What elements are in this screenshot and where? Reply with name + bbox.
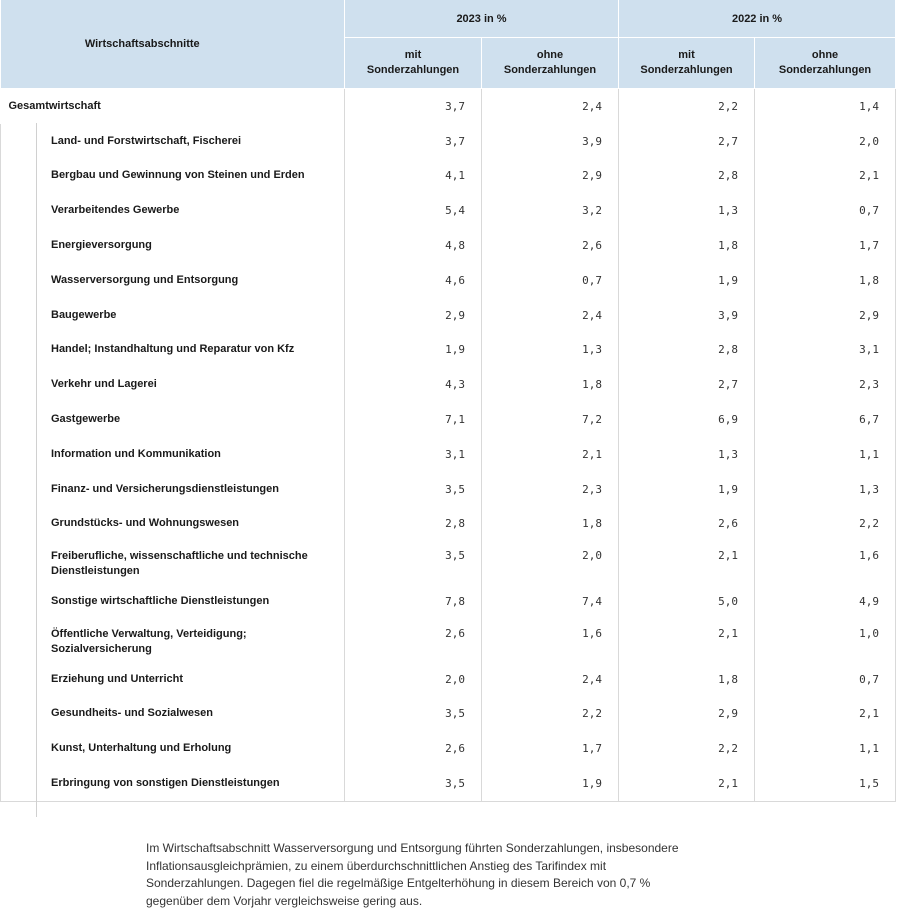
value-2022-with: 2,7: [619, 124, 755, 159]
sector-name: Verkehr und Lagerei: [1, 367, 345, 402]
value-2022-without: 2,3: [755, 367, 896, 402]
table-row: [1, 124, 896, 159]
table-row: [1, 367, 896, 402]
sector-column-header: Wirtschaftsabschnitte: [1, 0, 345, 89]
value-2023-without: 2,2: [482, 697, 619, 732]
value-2022-with: 2,6: [619, 507, 755, 542]
value-2022-without: 1,6: [755, 541, 896, 584]
sector-name: Sonstige wirtschaftliche Dienstleistungen: [1, 584, 345, 619]
value-2022-with: 2,7: [619, 367, 755, 402]
footnote-text: Im Wirtschaftsabschnitt Wasserversorgung und Entsorgung führten Sonderzahlungen, insbesondere Inflationsausgleichprämien, zu einem überdurchschnittlichen Anstieg des Tarifindex mit Sonderzahlungen. Dagegen fiel die regelmäßige Entgelterhöhung in diesem Bereich von 0,7 % gegenüber dem Vorjahr vergleichsweise gering aus.: [146, 841, 679, 908]
value-2022-with: 1,9: [619, 263, 755, 298]
table-row: [1, 437, 896, 472]
year-2022-header: 2022 in %: [619, 0, 896, 38]
value-2023-without: 2,4: [482, 662, 619, 697]
value-2022-with: 1,9: [619, 472, 755, 507]
value-2023-without: 3,9: [482, 124, 619, 159]
value-2022-with: 2,1: [619, 619, 755, 662]
table-header: [1, 0, 896, 89]
value-2023-with: 3,5: [345, 766, 482, 801]
value-2023-with: 4,1: [345, 159, 482, 194]
table-row: [1, 228, 896, 263]
table-row: [1, 298, 896, 333]
value-2023-without: 0,7: [482, 263, 619, 298]
value-2023-with: 7,1: [345, 402, 482, 437]
sector-name: Information und Kommunikation: [1, 437, 345, 472]
sector-name: Gastgewerbe: [1, 402, 345, 437]
value-2023-with: 3,5: [345, 541, 482, 584]
table-row: [1, 402, 896, 437]
value-2023-with: 3,7: [345, 124, 482, 159]
value-2023-without: 7,4: [482, 584, 619, 619]
value-2023-with: 3,5: [345, 472, 482, 507]
sector-name: Finanz- und Versicherungsdienstleistungen: [1, 472, 345, 507]
value-2023-without: 2,1: [482, 437, 619, 472]
value-2022-with: 2,8: [619, 159, 755, 194]
value-2022-without: 1,0: [755, 619, 896, 662]
value-2022-without: 2,1: [755, 159, 896, 194]
value-2023-with: 1,9: [345, 333, 482, 368]
table-row: [1, 472, 896, 507]
sector-name: Öffentliche Verwaltung, Verteidigung; Sozialversicherung: [1, 619, 345, 662]
sector-name: Erbringung von sonstigen Dienstleistungen: [1, 766, 345, 801]
value-2023-without: 2,4: [482, 89, 619, 124]
value-2022-without: 1,1: [755, 437, 896, 472]
table-row: [1, 584, 896, 619]
table-row: [1, 541, 896, 584]
value-2023-with: 4,8: [345, 228, 482, 263]
value-2023-with: 2,6: [345, 731, 482, 766]
value-2023-without: 1,8: [482, 507, 619, 542]
value-2022-without: 0,7: [755, 662, 896, 697]
value-2022-with: 2,2: [619, 89, 755, 124]
value-2022-without: 1,5: [755, 766, 896, 801]
table-row: [1, 766, 896, 801]
sector-name: Gesamtwirtschaft: [1, 89, 345, 124]
sector-name: Wasserversorgung und Entsorgung: [1, 263, 345, 298]
table-row: [1, 619, 896, 662]
value-2022-without: 1,4: [755, 89, 896, 124]
value-2022-without: 2,2: [755, 507, 896, 542]
sector-name: Energieversorgung: [1, 228, 345, 263]
value-2022-without: 0,7: [755, 193, 896, 228]
value-2023-without: 1,7: [482, 731, 619, 766]
sector-name: Kunst, Unterhaltung und Erholung: [1, 731, 345, 766]
value-2022-with: 6,9: [619, 402, 755, 437]
value-2022-with: 1,3: [619, 437, 755, 472]
value-2023-with: 4,6: [345, 263, 482, 298]
value-2023-without: 3,2: [482, 193, 619, 228]
value-2023-without: 2,9: [482, 159, 619, 194]
value-2023-with: 4,3: [345, 367, 482, 402]
value-2023-with: 3,5: [345, 697, 482, 732]
value-2023-with: 2,9: [345, 298, 482, 333]
value-2023-without: 1,6: [482, 619, 619, 662]
table-row: [1, 263, 896, 298]
value-2023-with: 2,6: [345, 619, 482, 662]
sector-name: Erziehung und Unterricht: [1, 662, 345, 697]
value-2023-with: 7,8: [345, 584, 482, 619]
with-bonus-2023-header: mit Sonderzahlungen: [345, 38, 482, 89]
value-2022-without: 2,9: [755, 298, 896, 333]
sector-name: Freiberufliche, wissenschaftliche und technische Dienstleistungen: [1, 541, 345, 584]
value-2022-with: 2,1: [619, 766, 755, 801]
table-row-total: [1, 89, 896, 124]
value-2023-with: 2,0: [345, 662, 482, 697]
value-2023-with: 2,8: [345, 507, 482, 542]
value-2022-without: 1,1: [755, 731, 896, 766]
sector-name: Verarbeitendes Gewerbe: [1, 193, 345, 228]
sector-name: Bergbau und Gewinnung von Steinen und Erden: [1, 159, 345, 194]
table-row: [1, 193, 896, 228]
with-bonus-2022-header: mit Sonderzahlungen: [619, 38, 755, 89]
table-row: [1, 697, 896, 732]
value-2023-with: 5,4: [345, 193, 482, 228]
value-2023-without: 1,9: [482, 766, 619, 801]
without-bonus-2023-header: ohne Sonderzahlungen: [482, 38, 619, 89]
value-2023-without: 1,8: [482, 367, 619, 402]
sector-name: Gesundheits- und Sozialwesen: [1, 697, 345, 732]
table-row: [1, 507, 896, 542]
value-2023-without: 1,3: [482, 333, 619, 368]
value-2022-without: 2,0: [755, 124, 896, 159]
value-2022-with: 3,9: [619, 298, 755, 333]
value-2022-with: 2,2: [619, 731, 755, 766]
table-row: [1, 333, 896, 368]
value-2022-without: 6,7: [755, 402, 896, 437]
value-2022-without: 2,1: [755, 697, 896, 732]
table-row: [1, 731, 896, 766]
value-2023-with: 3,1: [345, 437, 482, 472]
value-2023-without: 7,2: [482, 402, 619, 437]
value-2023-without: 2,4: [482, 298, 619, 333]
value-2022-with: 1,3: [619, 193, 755, 228]
value-2022-with: 2,8: [619, 333, 755, 368]
value-2022-without: 4,9: [755, 584, 896, 619]
value-2022-with: 1,8: [619, 662, 755, 697]
sector-name: Handel; Instandhaltung und Reparatur von Kfz: [1, 333, 345, 368]
value-2022-without: 1,7: [755, 228, 896, 263]
value-2022-with: 2,1: [619, 541, 755, 584]
value-2023-without: 2,0: [482, 541, 619, 584]
sector-name: Grundstücks- und Wohnungswesen: [1, 507, 345, 542]
table-row: [1, 662, 896, 697]
value-2023-with: 3,7: [345, 89, 482, 124]
value-2022-without: 1,8: [755, 263, 896, 298]
without-bonus-2022-header: ohne Sonderzahlungen: [755, 38, 896, 89]
value-2022-with: 5,0: [619, 584, 755, 619]
table-row: [1, 159, 896, 194]
sector-name: Baugewerbe: [1, 298, 345, 333]
value-2022-without: 3,1: [755, 333, 896, 368]
table-body: [1, 89, 896, 802]
value-2022-with: 2,9: [619, 697, 755, 732]
value-2022-with: 1,8: [619, 228, 755, 263]
value-2023-without: 2,3: [482, 472, 619, 507]
sector-name: Land- und Forstwirtschaft, Fischerei: [1, 124, 345, 159]
value-2023-without: 2,6: [482, 228, 619, 263]
value-2022-without: 1,3: [755, 472, 896, 507]
year-2023-header: 2023 in %: [345, 0, 619, 38]
hierarchy-indent-line: [36, 123, 37, 817]
